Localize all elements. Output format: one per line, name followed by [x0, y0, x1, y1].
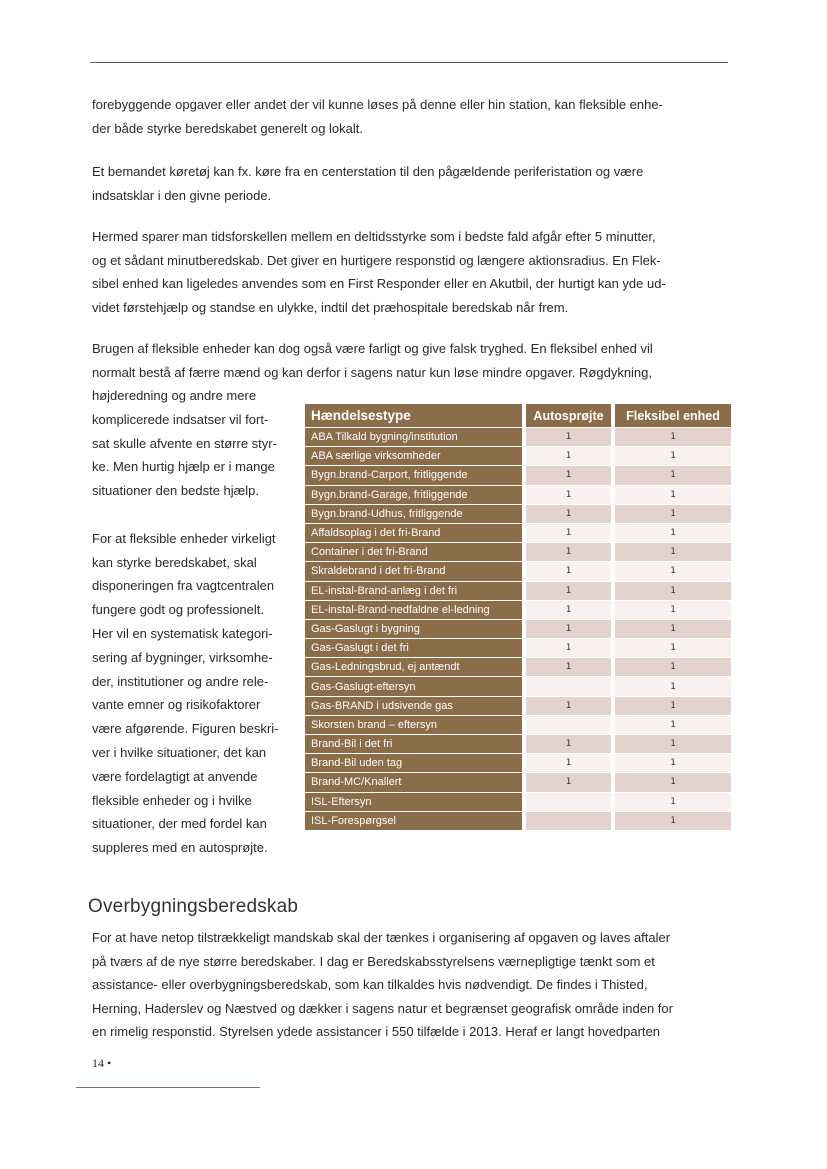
table-row [305, 524, 735, 543]
incident-type-cell: ABA særlige virksomheder [305, 447, 526, 466]
header-autosprojte: Autosprøjte [526, 404, 615, 428]
text-line: være fordelagtigt at anvende [92, 768, 258, 784]
fleksibel-enhed-cell: 1 [615, 697, 735, 716]
autosprojte-cell: 1 [526, 486, 615, 505]
table-row [305, 754, 735, 773]
autosprojte-cell: 1 [526, 735, 615, 754]
autosprojte-cell [526, 716, 615, 735]
fleksibel-enhed-cell: 1 [615, 658, 735, 677]
fleksibel-enhed-cell: 1 [615, 466, 735, 485]
incident-type-cell: Brand-MC/Knallert [305, 773, 526, 792]
text-line: der, institutioner og andre rele- [92, 673, 269, 689]
autosprojte-cell: 1 [526, 562, 615, 581]
table-row [305, 601, 735, 620]
fleksibel-enhed-cell: 1 [615, 620, 735, 639]
text-line: sibel enhed kan ligeledes anvendes som en First Responder eller en Akutbil, der hurtigt kan yde ud- [92, 276, 666, 292]
incident-type-cell: Gas-Gaslugt i bygning [305, 620, 526, 639]
page-number: 14 • [92, 1056, 112, 1070]
table-row [305, 620, 735, 639]
table-row [305, 428, 735, 447]
incident-type-cell: Bygn.brand-Udhus, fritliggende [305, 505, 526, 524]
text-line: være afgørende. Figuren beskri- [92, 721, 279, 737]
table-row [305, 658, 735, 677]
incident-type-cell: Gas-Gaslugt-eftersyn [305, 677, 526, 696]
autosprojte-cell [526, 677, 615, 696]
incident-type-cell: ISL-Eftersyn [305, 793, 526, 812]
text-line: ver i hvilke situationer, det kan [92, 744, 267, 760]
autosprojte-cell: 1 [526, 773, 615, 792]
text-line: sering af bygninger, virksomhe- [92, 649, 273, 665]
header-fleksibel-enhed: Fleksibel enhed [615, 404, 735, 428]
text-line: For at have netop tilstrækkeligt mandskab skal der tænkes i organisering af opgaven og laves aftaler [92, 930, 671, 945]
section-paragraph [92, 926, 673, 1044]
fleksibel-enhed-cell: 1 [615, 601, 735, 620]
autosprojte-cell: 1 [526, 754, 615, 773]
table-row [305, 716, 735, 735]
table-row [305, 773, 735, 792]
autosprojte-cell: 1 [526, 447, 615, 466]
incident-type-cell: Skraldebrand i det fri-Brand [305, 562, 526, 581]
fleksibel-enhed-cell: 1 [615, 524, 735, 543]
incident-type-cell: ISL-Forespørgsel [305, 812, 526, 831]
text-line: fungere godt og professionelt. [92, 602, 265, 618]
table-row [305, 447, 735, 466]
fleksibel-enhed-cell: 1 [615, 639, 735, 658]
autosprojte-cell: 1 [526, 639, 615, 658]
paragraph-3 [92, 225, 666, 319]
paragraph-1 [92, 93, 663, 140]
autosprojte-cell: 1 [526, 466, 615, 485]
autosprojte-cell: 1 [526, 428, 615, 447]
incident-type-cell: Gas-Gaslugt i det fri [305, 639, 526, 658]
text-line: Hermed sparer man tidsforskellen mellem en deltidsstyrke som i bedste fald afgår efter 5 minutter, [92, 229, 656, 244]
text-line: disponeringen fra vagtcentralen [92, 578, 275, 594]
incident-type-cell: Container i det fri-Brand [305, 543, 526, 562]
left-column-text [92, 384, 278, 860]
autosprojte-cell: 1 [526, 620, 615, 639]
paragraph-4 [92, 337, 653, 384]
incident-type-cell: Bygn.brand-Garage, fritliggende [305, 486, 526, 505]
footer-rule [76, 1087, 260, 1088]
text-line: og et sådant minutberedskab. Det giver en hurtigere responstid og længere aktionsradius. En Flek- [92, 252, 661, 268]
autosprojte-cell [526, 812, 615, 831]
fleksibel-enhed-cell: 1 [615, 543, 735, 562]
incident-type-table [305, 404, 735, 831]
fleksibel-enhed-cell: 1 [615, 486, 735, 505]
fleksibel-enhed-cell: 1 [615, 754, 735, 773]
incident-type-cell: Brand-Bil uden tag [305, 754, 526, 773]
text-line: højderedning og andre mere [92, 388, 257, 403]
autosprojte-cell: 1 [526, 601, 615, 620]
fleksibel-enhed-cell: 1 [615, 582, 735, 601]
text-line: situationer den bedste hjælp. [92, 483, 259, 499]
text-line: indsatsklar i den givne periode. [92, 187, 272, 203]
fleksibel-enhed-cell: 1 [615, 428, 735, 447]
text-line: Et bemandet køretøj kan fx. køre fra en centerstation til den pågældende periferistation og være [92, 164, 644, 179]
table-row [305, 486, 735, 505]
text-line: komplicerede indsatser vil fort- [92, 411, 269, 427]
text-line: situationer, der med fordel kan [92, 816, 267, 832]
paragraph-2 [92, 160, 643, 207]
text-line: en rimelig responstid. Styrelsen ydede assistancer i 550 tilfælde i 2013. Heraf er langt hovedparten [92, 1024, 660, 1040]
section-heading: Overbygningsberedskab [88, 896, 299, 917]
text-line: Brugen af fleksible enheder kan dog også være farligt og give falsk tryghed. En fleksibel enhed vil [92, 341, 653, 356]
text-line: videt førstehjælp og standse en ulykke, indtil det præhospitale beredskab når frem. [92, 299, 569, 315]
table-row [305, 639, 735, 658]
text-line: For at fleksible enheder virkeligt [92, 530, 276, 546]
fleksibel-enhed-cell: 1 [615, 793, 735, 812]
table-row [305, 697, 735, 716]
incident-type-cell: Skorsten brand – eftersyn [305, 716, 526, 735]
text-line: assistance- eller overbygningsberedskab, som kan tilkaldes hvis nødvendigt. De findes i Thisted, [92, 977, 648, 993]
table-row [305, 543, 735, 562]
incident-type-cell: ABA Tilkald bygning/institution [305, 428, 526, 447]
text-line: fleksible enheder og i hvilke [92, 792, 252, 808]
table-row [305, 677, 735, 696]
incident-type-cell: Gas-Ledningsbrud, ej antændt [305, 658, 526, 677]
fleksibel-enhed-cell: 1 [615, 447, 735, 466]
fleksibel-enhed-cell: 1 [615, 716, 735, 735]
text-line: på tværs af de nye større beredskaber. I dag er Beredskabsstyrelsens værnepligtige tænkt som et [92, 953, 655, 969]
incident-type-cell: EL-instal-Brand-nedfaldne el-ledning [305, 601, 526, 620]
text-line: forebyggende opgaver eller andet der vil kunne løses på denne eller hin station, kan fleksible enhe- [92, 97, 663, 112]
fleksibel-enhed-cell: 1 [615, 677, 735, 696]
text-line: Her vil en systematisk kategori- [92, 625, 273, 641]
autosprojte-cell: 1 [526, 582, 615, 601]
text-line: ke. Men hurtig hjælp er i mange [92, 459, 275, 475]
text-line [92, 503, 278, 527]
text-line: normalt bestå af færre mænd og kan derfor i sagens natur kun løse mindre opgaver. Røgdykning, [92, 364, 653, 380]
autosprojte-cell: 1 [526, 505, 615, 524]
table-row [305, 562, 735, 581]
fleksibel-enhed-cell: 1 [615, 505, 735, 524]
table-header-row [305, 404, 735, 428]
text-line: Herning, Haderslev og Næstved og dækker i sagens natur et begrænset geografisk område inden for [92, 1000, 673, 1016]
text-line: kan styrke beredskabet, skal [92, 554, 257, 570]
autosprojte-cell [526, 793, 615, 812]
incident-type-cell: Affaldsoplag i det fri-Brand [305, 524, 526, 543]
table-row [305, 582, 735, 601]
text-line: der både styrke beredskabet generelt og lokalt. [92, 120, 364, 136]
incident-type-cell: Bygn.brand-Carport, fritliggende [305, 466, 526, 485]
fleksibel-enhed-cell: 1 [615, 562, 735, 581]
incident-type-cell: EL-instal-Brand-anlæg i det fri [305, 582, 526, 601]
autosprojte-cell: 1 [526, 697, 615, 716]
table-row [305, 812, 735, 831]
text-line: suppleres med en autosprøjte. [92, 840, 268, 856]
autosprojte-cell: 1 [526, 543, 615, 562]
fleksibel-enhed-cell: 1 [615, 812, 735, 831]
autosprojte-cell: 1 [526, 524, 615, 543]
table-row [305, 466, 735, 485]
fleksibel-enhed-cell: 1 [615, 773, 735, 792]
fleksibel-enhed-cell: 1 [615, 735, 735, 754]
table-row [305, 505, 735, 524]
text-line: vante emner og risikofaktorer [92, 697, 261, 713]
table-row [305, 793, 735, 812]
header-rule [90, 62, 728, 63]
incident-type-cell: Brand-Bil i det fri [305, 735, 526, 754]
incident-type-cell: Gas-BRAND i udsivende gas [305, 697, 526, 716]
header-incident-type: Hændelsestype [305, 404, 526, 428]
text-line: sat skulle afvente en større styr- [92, 435, 277, 451]
table-row [305, 735, 735, 754]
autosprojte-cell: 1 [526, 658, 615, 677]
